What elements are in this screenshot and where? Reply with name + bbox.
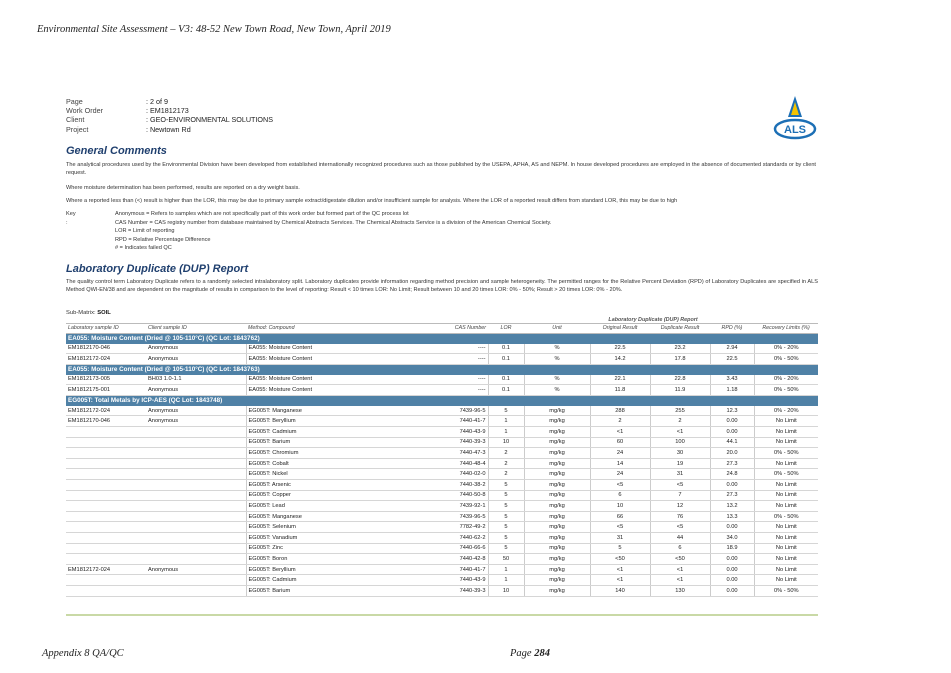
table-cell: <1 <box>590 564 650 575</box>
table-cell: 0.1 <box>488 354 524 365</box>
table-cell: 2 <box>590 416 650 427</box>
table-cell: 0.1 <box>488 344 524 354</box>
general-comments-p3: Where a reported less than (<) result is higher than the LOR, this may be due to primary sample extract/digestate dilution and/or insufficient sample for analysis. Where the LOR of a reported result differs from standard LOR, this may be due to high <box>66 198 678 204</box>
table-row <box>66 458 818 469</box>
table-cell: 0% - 50% <box>754 511 818 522</box>
table-cell: mg/kg <box>524 543 590 554</box>
table-cell: No Limit <box>754 554 818 565</box>
table-cell <box>66 480 146 491</box>
table-cell: 1 <box>488 564 524 575</box>
table-cell: EG005T: Zinc <box>246 543 416 554</box>
table-cell: No Limit <box>754 543 818 554</box>
table-cell: Anonymous <box>146 344 246 354</box>
table-cell: % <box>524 344 590 354</box>
table-cell: 19 <box>650 458 710 469</box>
table-cell: mg/kg <box>524 575 590 586</box>
table-cell: 44 <box>650 533 710 544</box>
table-cell: 17.8 <box>650 354 710 365</box>
table-cell: <5 <box>650 480 710 491</box>
table-cell: % <box>524 385 590 396</box>
table-cell <box>146 554 246 565</box>
table-cell: 14 <box>590 458 650 469</box>
table-cell: 1 <box>488 575 524 586</box>
table-cell: 14.2 <box>590 354 650 365</box>
table-cell <box>66 448 146 459</box>
table-cell: 0% - 20% <box>754 375 818 385</box>
footer-page <box>510 648 550 659</box>
table-cell: 0% - 50% <box>754 354 818 365</box>
column-header: Unit <box>524 324 590 334</box>
general-comments-title: General Comments <box>66 145 167 157</box>
key-item: RPD = Relative Percentage Difference <box>115 236 211 243</box>
table-cell <box>146 480 246 491</box>
table-cell <box>66 554 146 565</box>
table-cell: <50 <box>650 554 710 565</box>
table-cell: 7440-48-4 <box>416 458 488 469</box>
table-cell: 22.1 <box>590 375 650 385</box>
table-cell <box>146 448 246 459</box>
table-cell: ---- <box>416 385 488 396</box>
table-cell: EA055: Moisture Content <box>246 354 416 365</box>
sub-matrix-value: SOIL <box>97 310 111 316</box>
table-row <box>66 564 818 575</box>
general-comments-p1: The analytical procedures used by the Environmental Division have been developed from established internationally recognized procedures such as those published by the USEPA, APHA, AS and NEPM. In house developed procedures are employed in the absence of documented standards or by client request. <box>66 162 816 177</box>
table-cell: 0.00 <box>710 554 754 565</box>
dup-report-paragraph: The quality control term Laboratory Duplicate refers to a randomly selected intralaboratory split. Laboratory duplicates provide information regarding method precision and sample heterogeneity. The permitted ranges for the Relative Percent Deviation (RPD) of Laboratory Duplicates are specified in ALS Method QWI-EN/38 and are dependent on the magnitude of results in comparison to the level of reporting: Result < 10 times LOR: No Limit; Result between 10 and 20 times LOR: 0% - 50%; Result > 20 times LOR: 0% - 20%. <box>66 279 818 294</box>
table-cell: EM1812170-046 <box>66 416 146 427</box>
column-header: Recovery Limits (%) <box>754 324 818 334</box>
table-cell: 23.2 <box>650 344 710 354</box>
table-cell: EG005T: Arsenic <box>246 480 416 491</box>
table-cell: 1.18 <box>710 385 754 396</box>
meta-value: : 2 of 9 <box>146 97 168 106</box>
table-cell: 0.00 <box>710 416 754 427</box>
table-cell: % <box>524 375 590 385</box>
section-title: EA055: Moisture Content (Dried @ 105-110°C) (QC Lot: 1843763) <box>66 364 818 375</box>
table-cell: 50 <box>488 554 524 565</box>
table-cell: EG005T: Manganese <box>246 511 416 522</box>
column-header: Duplicate Result <box>650 324 710 334</box>
table-cell: mg/kg <box>524 427 590 438</box>
table-cell: No Limit <box>754 427 818 438</box>
table-cell: 12 <box>650 501 710 512</box>
table-cell: 0.00 <box>710 480 754 491</box>
table-cell: 2 <box>488 469 524 480</box>
table-cell: 7440-43-9 <box>416 427 488 438</box>
section-title: EG005T: Total Metals by ICP-AES (QC Lot: 1843748) <box>66 395 818 406</box>
table-cell: EG005T: Cadmium <box>246 427 416 438</box>
table-row <box>66 480 818 491</box>
key-item: CAS Number = CAS registry number from database maintained by Chemical Abstracts Services. The Chemical Abstracts Service is a division of the American Chemical Society. <box>115 219 552 226</box>
table-cell <box>66 458 146 469</box>
table-cell: <5 <box>650 522 710 533</box>
table-cell: 0.00 <box>710 427 754 438</box>
table-cell: 0.00 <box>710 585 754 596</box>
table-cell: EG005T: Nickel <box>246 469 416 480</box>
table-cell: Anonymous <box>146 354 246 365</box>
report-meta <box>66 97 273 134</box>
table-cell: ---- <box>416 344 488 354</box>
table-cell: 6 <box>650 543 710 554</box>
table-cell <box>146 533 246 544</box>
table-cell: mg/kg <box>524 511 590 522</box>
table-cell: EA055: Moisture Content <box>246 344 416 354</box>
table-cell: 255 <box>650 406 710 416</box>
table-cell: <5 <box>590 522 650 533</box>
table-cell: 24 <box>590 448 650 459</box>
table-cell: 5 <box>488 511 524 522</box>
table-row <box>66 469 818 480</box>
table-cell: 2 <box>650 416 710 427</box>
table-cell <box>66 533 146 544</box>
table-cell: Anonymous <box>146 416 246 427</box>
table-cell: mg/kg <box>524 490 590 501</box>
table-cell: 5 <box>488 406 524 416</box>
table-cell: <50 <box>590 554 650 565</box>
table-cell: No Limit <box>754 437 818 448</box>
table-cell: <1 <box>650 564 710 575</box>
table-cell: mg/kg <box>524 585 590 596</box>
table-cell: 27.3 <box>710 490 754 501</box>
table-cell: EG005T: Chromium <box>246 448 416 459</box>
table-cell: 7439-96-5 <box>416 406 488 416</box>
table-cell: 10 <box>488 437 524 448</box>
section-header-row <box>66 333 818 344</box>
table-row <box>66 344 818 354</box>
table-cell: 12.3 <box>710 406 754 416</box>
table-cell: Anonymous <box>146 385 246 396</box>
table-cell <box>66 575 146 586</box>
table-cell: 13.3 <box>710 511 754 522</box>
table-cell: 2 <box>488 458 524 469</box>
table-cell: 11.8 <box>590 385 650 396</box>
table-cell: 31 <box>590 533 650 544</box>
column-header: LOR <box>488 324 524 334</box>
table-cell: mg/kg <box>524 469 590 480</box>
table-row <box>66 354 818 365</box>
table-cell: No Limit <box>754 490 818 501</box>
table-row <box>66 416 818 427</box>
table-cell: 7440-02-0 <box>416 469 488 480</box>
table-cell: 5 <box>488 490 524 501</box>
table-cell: 3.43 <box>710 375 754 385</box>
table-row <box>66 543 818 554</box>
table-cell: 0% - 50% <box>754 385 818 396</box>
table-cell: BH03 1.0-1.1 <box>146 375 246 385</box>
table-cell: 20.0 <box>710 448 754 459</box>
column-header: Client sample ID <box>146 324 246 334</box>
column-header: Method: Compound <box>246 324 416 334</box>
table-cell: EM1812173-005 <box>66 375 146 385</box>
table-cell: 22.5 <box>710 354 754 365</box>
table-cell <box>66 522 146 533</box>
table-row <box>66 427 818 438</box>
table-cell: 76 <box>650 511 710 522</box>
table-cell: mg/kg <box>524 554 590 565</box>
table-row <box>66 522 818 533</box>
table-cell: mg/kg <box>524 416 590 427</box>
table-cell: <1 <box>590 427 650 438</box>
table-cell <box>66 437 146 448</box>
table-cell: <5 <box>590 480 650 491</box>
table-cell: 0.1 <box>488 385 524 396</box>
table-cell: 7440-38-2 <box>416 480 488 491</box>
table-cell: % <box>524 354 590 365</box>
table-cell: 2 <box>488 448 524 459</box>
meta-key: Page <box>66 97 83 106</box>
table-cell: EG005T: Beryllium <box>246 564 416 575</box>
table-cell: EM1812175-001 <box>66 385 146 396</box>
table-cell: EM1812172-024 <box>66 354 146 365</box>
table-cell: 7440-66-6 <box>416 543 488 554</box>
table-cell: 288 <box>590 406 650 416</box>
table-cell: 0% - 50% <box>754 448 818 459</box>
table-cell <box>66 585 146 596</box>
table-cell: 5 <box>488 533 524 544</box>
table-cell: 7440-47-3 <box>416 448 488 459</box>
table-cell: 1 <box>488 427 524 438</box>
table-cell: Anonymous <box>146 406 246 416</box>
table-cell: 5 <box>488 480 524 491</box>
table-row <box>66 437 818 448</box>
table-cell: 7 <box>650 490 710 501</box>
table-cell <box>146 543 246 554</box>
table-cell: 6 <box>590 490 650 501</box>
section-title: EA055: Moisture Content (Dried @ 105-110°C) (QC Lot: 1843762) <box>66 333 818 344</box>
dup-report-title: Laboratory Duplicate (DUP) Report <box>66 263 249 275</box>
table-cell: 130 <box>650 585 710 596</box>
table-cell: No Limit <box>754 480 818 491</box>
meta-value: : GEO-ENVIRONMENTAL SOLUTIONS <box>146 115 273 125</box>
table-cell: 7439-96-5 <box>416 511 488 522</box>
table-row <box>66 511 818 522</box>
table-cell: 7440-41-7 <box>416 564 488 575</box>
table-cell: mg/kg <box>524 522 590 533</box>
logo-text: ALS <box>784 124 806 136</box>
meta-value: : EM1812173 <box>146 106 189 116</box>
table-cell: mg/kg <box>524 406 590 416</box>
key-item: Anonymous = Refers to samples which are not specifically part of this work order but formed part of the QC process lot <box>115 211 409 217</box>
table-row <box>66 575 818 586</box>
table-cell <box>66 511 146 522</box>
table-cell: mg/kg <box>524 448 590 459</box>
table-cell <box>146 575 246 586</box>
table-cell: 7439-92-1 <box>416 501 488 512</box>
table-cell: 7440-41-7 <box>416 416 488 427</box>
table-cell: No Limit <box>754 575 818 586</box>
table-cell: 10 <box>590 501 650 512</box>
table-cell: 0% - 50% <box>754 469 818 480</box>
key-item: # = Indicates failed QC <box>115 245 172 252</box>
footer-page-number: 284 <box>534 648 550 659</box>
table-cell: 11.9 <box>650 385 710 396</box>
table-row <box>66 585 818 596</box>
meta-key: Work Order <box>66 106 104 116</box>
table-cell: EG005T: Boron <box>246 554 416 565</box>
table-cell: EG005T: Copper <box>246 490 416 501</box>
table-cell: EG005T: Barium <box>246 437 416 448</box>
table-cell <box>146 458 246 469</box>
table-cell: mg/kg <box>524 437 590 448</box>
table-row <box>66 501 818 512</box>
table-cell <box>66 501 146 512</box>
document-header: Environmental Site Assessment – V3: 48-52 New Town Road, New Town, April 2019 <box>37 24 391 35</box>
table-cell: 100 <box>650 437 710 448</box>
table-cell: EG005T: Beryllium <box>246 416 416 427</box>
sub-matrix-label: Sub-Matrix: <box>66 310 96 316</box>
table-cell: 0.00 <box>710 575 754 586</box>
table-cell: No Limit <box>754 501 818 512</box>
table-cell: mg/kg <box>524 458 590 469</box>
key-item: LOR = Limit of reporting <box>115 228 175 235</box>
table-cell: EG005T: Vanadium <box>246 533 416 544</box>
table-row <box>66 554 818 565</box>
table-group-header: Laboratory Duplicate (DUP) Report <box>608 316 698 323</box>
table-cell: EM1812170-046 <box>66 344 146 354</box>
table-cell <box>66 490 146 501</box>
table-cell: EA055: Moisture Content <box>246 375 416 385</box>
column-header: Original Result <box>590 324 650 334</box>
table-cell: No Limit <box>754 522 818 533</box>
table-cell: 5 <box>488 543 524 554</box>
table-cell: 30 <box>650 448 710 459</box>
table-cell: 66 <box>590 511 650 522</box>
table-cell <box>146 585 246 596</box>
table-cell: EG005T: Selenium <box>246 522 416 533</box>
table-cell: 7440-39-3 <box>416 437 488 448</box>
section-header-row <box>66 395 818 406</box>
table-cell: 5 <box>488 522 524 533</box>
table-cell <box>146 511 246 522</box>
footer-page-label: Page <box>510 648 532 659</box>
table-cell: 44.1 <box>710 437 754 448</box>
table-cell: No Limit <box>754 533 818 544</box>
meta-value: : Newtown Rd <box>146 124 191 134</box>
table-cell: 7782-49-2 <box>416 522 488 533</box>
table-cell: EG005T: Cadmium <box>246 575 416 586</box>
table-cell: 7440-50-8 <box>416 490 488 501</box>
table-cell: 2.94 <box>710 344 754 354</box>
table-cell <box>146 522 246 533</box>
table-cell: No Limit <box>754 564 818 575</box>
table-cell: 1 <box>488 416 524 427</box>
table-cell: EM1812172-024 <box>66 406 146 416</box>
table-cell: ---- <box>416 354 488 365</box>
bottom-rule <box>66 614 818 616</box>
table-cell: 27.3 <box>710 458 754 469</box>
table-cell <box>146 427 246 438</box>
general-comments-p2: Where moisture determination has been performed, results are reported on a dry weight basis. <box>66 185 300 191</box>
table-cell: 0.00 <box>710 522 754 533</box>
column-header: RPD (%) <box>710 324 754 334</box>
table-cell: 0% - 50% <box>754 585 818 596</box>
table-cell <box>146 437 246 448</box>
table-cell: 18.9 <box>710 543 754 554</box>
duplicate-report-table <box>66 316 818 597</box>
meta-key: Client <box>66 115 85 125</box>
table-cell: 24 <box>590 469 650 480</box>
table-cell: 13.2 <box>710 501 754 512</box>
table-cell: 0% - 20% <box>754 406 818 416</box>
table-cell: 5 <box>590 543 650 554</box>
table-cell: mg/kg <box>524 533 590 544</box>
table-row <box>66 533 818 544</box>
table-cell: mg/kg <box>524 564 590 575</box>
table-cell: EG005T: Barium <box>246 585 416 596</box>
table-cell <box>66 469 146 480</box>
table-cell: Anonymous <box>146 564 246 575</box>
table-cell: 7440-39-3 <box>416 585 488 596</box>
table-cell <box>66 543 146 554</box>
table-cell <box>146 501 246 512</box>
table-cell: <1 <box>650 575 710 586</box>
table-cell: EG005T: Manganese <box>246 406 416 416</box>
lab-report-page <box>60 93 820 623</box>
table-row <box>66 448 818 459</box>
table-cell: EG005T: Lead <box>246 501 416 512</box>
table-cell: EG005T: Cobalt <box>246 458 416 469</box>
table-cell: 0% - 20% <box>754 344 818 354</box>
meta-key: Project <box>66 124 89 134</box>
table-cell: 22.5 <box>590 344 650 354</box>
table-cell: 5 <box>488 501 524 512</box>
table-cell <box>66 427 146 438</box>
table-cell: EA055: Moisture Content <box>246 385 416 396</box>
table-cell: 31 <box>650 469 710 480</box>
table-cell: 22.8 <box>650 375 710 385</box>
table-cell: 34.0 <box>710 533 754 544</box>
column-header: Laboratory sample ID <box>66 324 146 334</box>
table-cell: 140 <box>590 585 650 596</box>
table-cell: mg/kg <box>524 501 590 512</box>
column-header: CAS Number <box>416 324 488 334</box>
table-row <box>66 375 818 385</box>
table-cell: mg/kg <box>524 480 590 491</box>
table-cell: 24.8 <box>710 469 754 480</box>
table-cell: 0.00 <box>710 564 754 575</box>
table-cell: <1 <box>590 575 650 586</box>
table-cell: No Limit <box>754 458 818 469</box>
footer-appendix: Appendix 8 QA/QC <box>42 648 124 659</box>
table-cell: 10 <box>488 585 524 596</box>
table-cell: 7440-42-8 <box>416 554 488 565</box>
table-row <box>66 385 818 396</box>
table-cell: ---- <box>416 375 488 385</box>
table-cell <box>146 469 246 480</box>
als-logo-icon <box>770 93 820 143</box>
key-label: Key : <box>66 211 76 226</box>
table-cell: 7440-43-9 <box>416 575 488 586</box>
table-cell: EM1812172-024 <box>66 564 146 575</box>
table-cell: 0.1 <box>488 375 524 385</box>
section-header-row <box>66 364 818 375</box>
table-cell: 60 <box>590 437 650 448</box>
table-row <box>66 490 818 501</box>
table-row <box>66 406 818 416</box>
table-cell <box>146 490 246 501</box>
table-cell: No Limit <box>754 416 818 427</box>
table-cell: <1 <box>650 427 710 438</box>
table-cell: 7440-62-2 <box>416 533 488 544</box>
